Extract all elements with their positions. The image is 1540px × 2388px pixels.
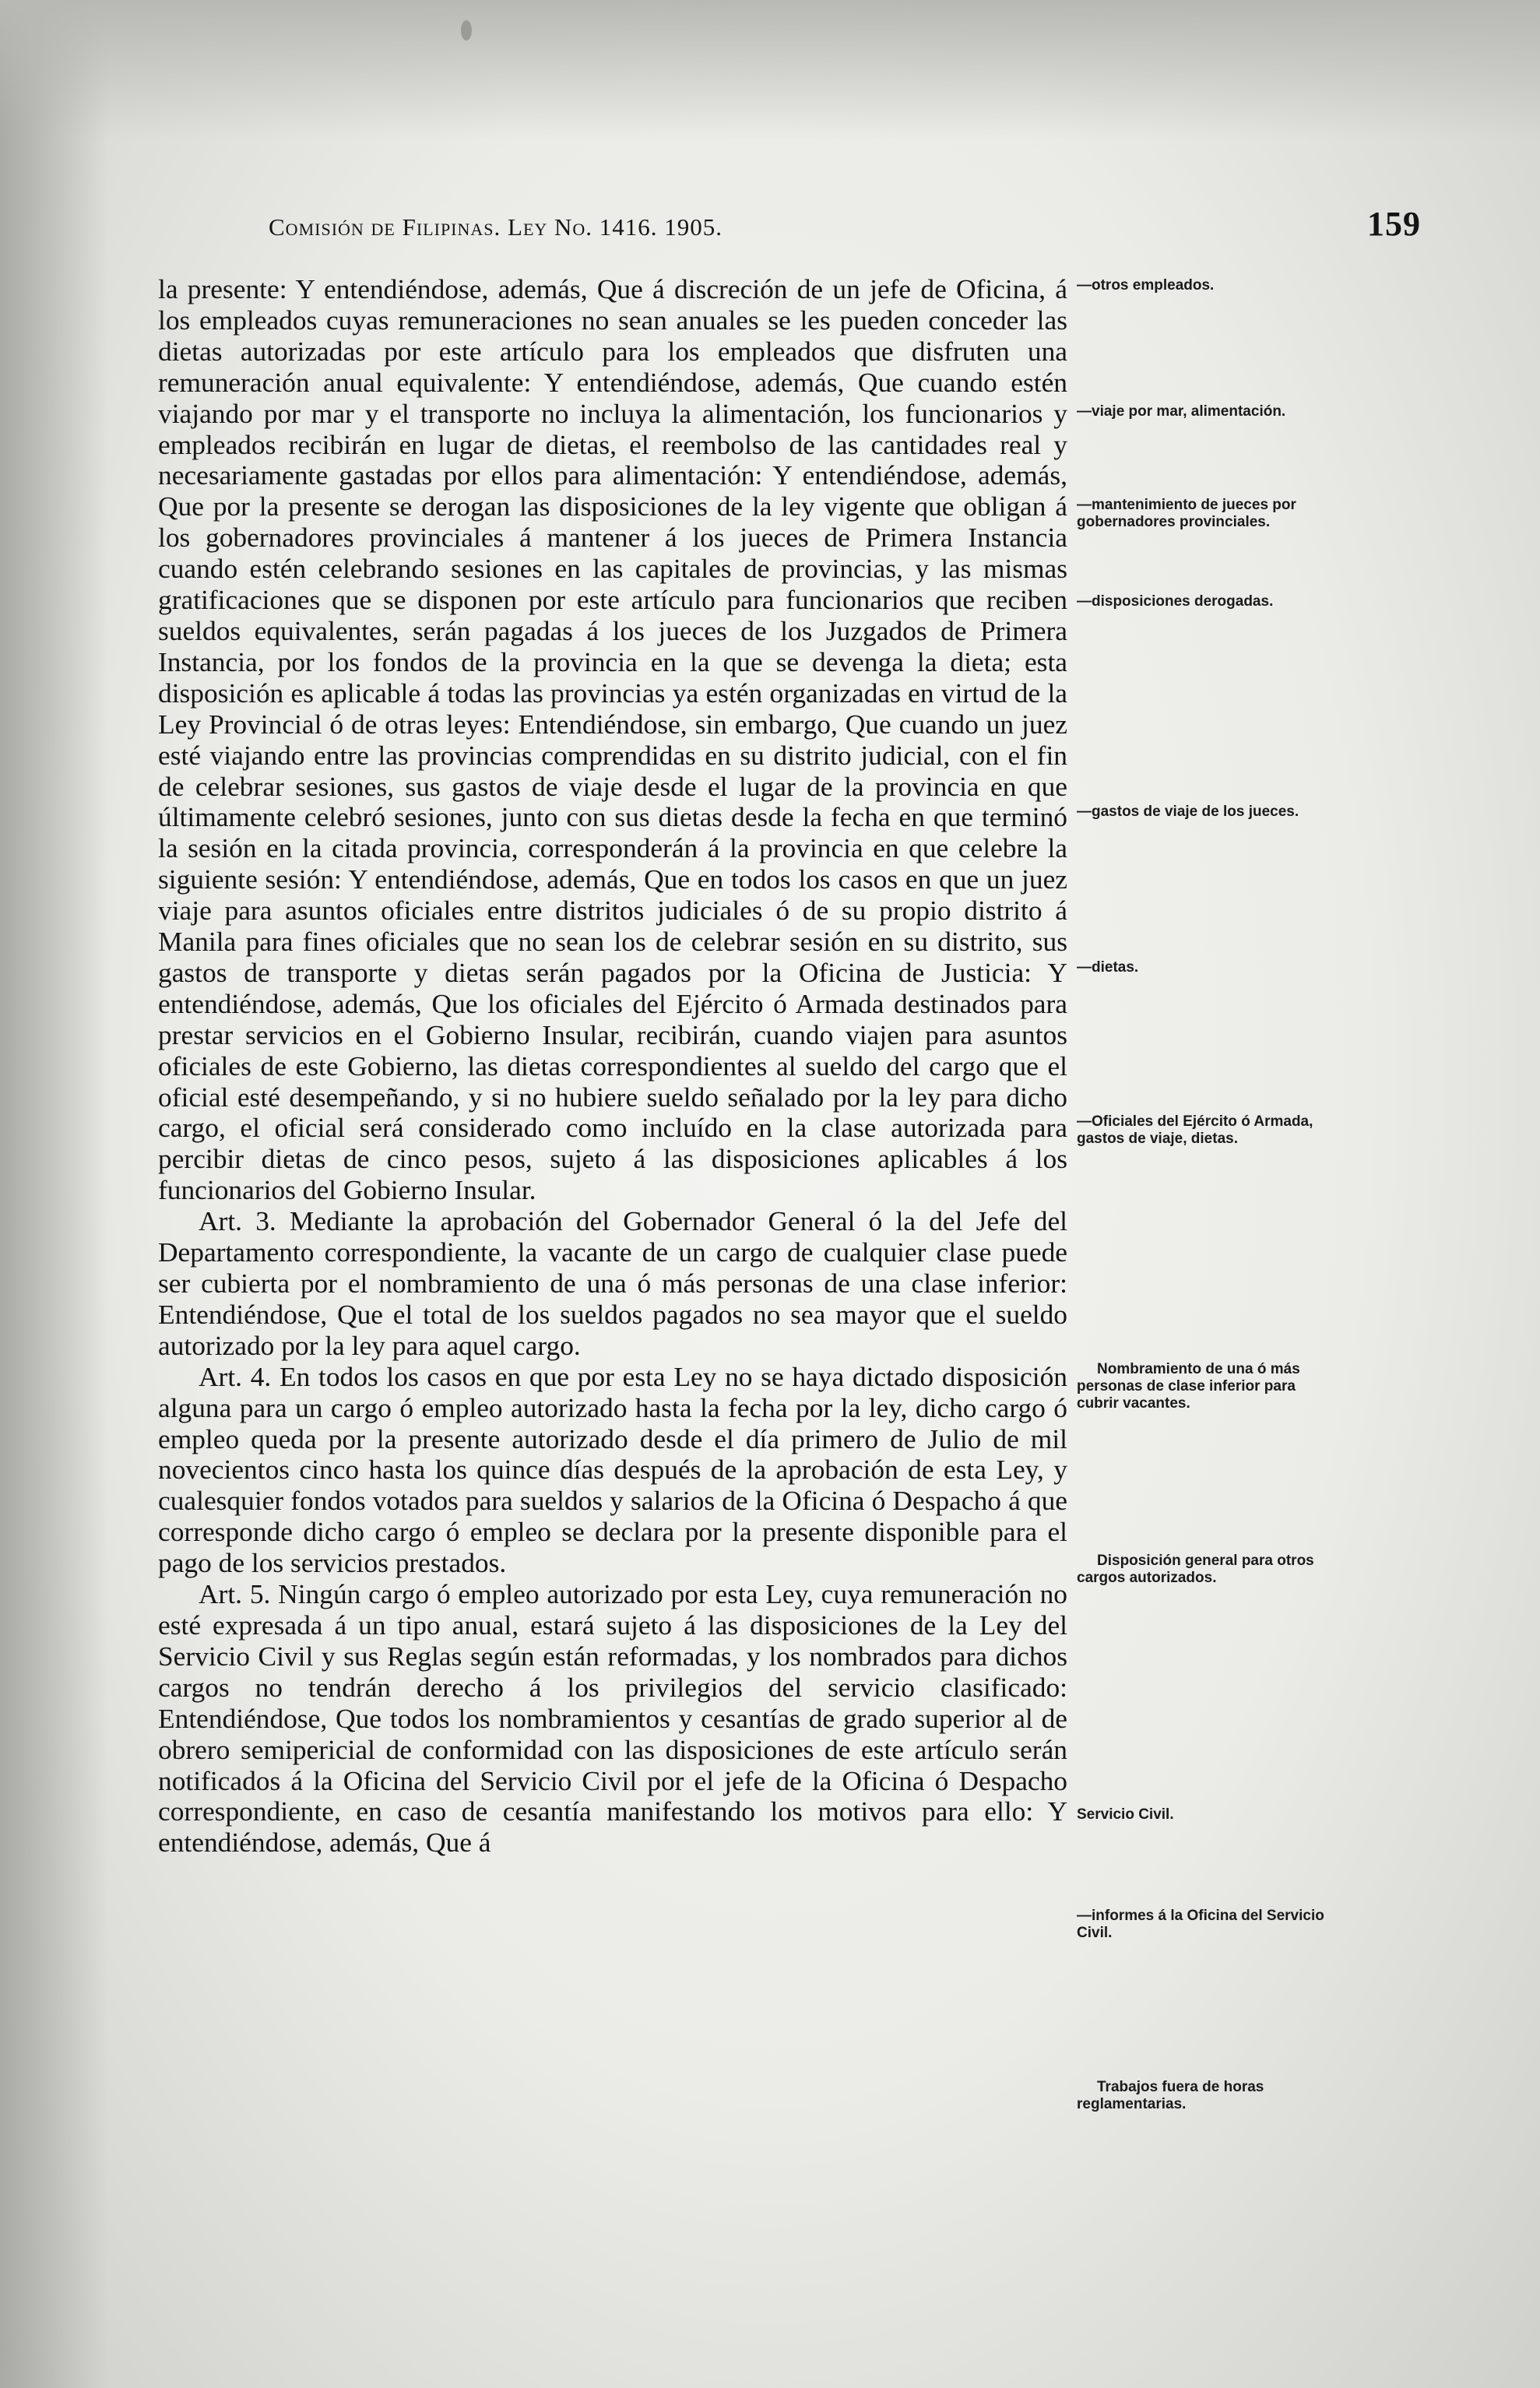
margin-note: —dietas. <box>1077 959 1139 976</box>
paragraph-art-3: Art. 3. Mediante la aprobación del Gobernador General ó la del Jefe del Departamento correspondiente, la vacante de un cargo de cualquier clase puede ser cubierta por el nombramiento de una ó más personas de una clase inferior: Entendiéndose, Que el total de los sueldos pagados no sea mayor que el sueldo autorizado por la ley para aquel cargo. <box>158 1205 1067 1361</box>
page-number: 159 <box>1367 205 1421 243</box>
margin-note: —informes á la Oficina del Servicio Civil. <box>1077 1908 1324 1941</box>
margin-note: Nombramiento de una ó más personas de clase inferior para cubrir vacantes. <box>1077 1361 1300 1412</box>
paragraph-continuation: la presente: Y entendiéndose, además, Que á discreción de un jefe de Oficina, á los empleados cuyas remuneraciones no sean anuales se les pueden conceder las dietas autorizadas por este artículo para los empleados que disfruten una remuneración anual equivalente: Y entendiéndose, además, Que cuando estén viajando por mar y el transporte no incluya la alimentación, los funcionarios y empleados recibirán en lugar de dietas, el reembolso de las cantidades real y necesariamente gastadas por ellos para alimentación: Y entendiéndose, además, Que por la presente se derogan las disposiciones de la ley vigente que obligan á los gobernadores provinciales á mantener á los jueces de Primera Instancia cuando estén celebrando sesiones en las capitales de provincias, y las mismas gratificaciones que se disponen por este artículo para funcionarios que reciben sueldos equivalentes, serán pagadas á los jueces de los Juzgados de Primera Instancia, por los fondos de la provincia en la que se devenga la dieta; esta disposición es aplicable á todas las provincias ya estén organizadas en virtud de la Ley Provincial ó de otras leyes: Entendiéndose, sin embargo, Que cuando un juez esté viajando entre las provincias comprendidas en su distrito judicial, con el fin de celebrar sesiones, sus gastos de viaje desde el lugar de la provincia en que últimamente celebró sesiones, junto con sus dietas desde la fecha en que terminó la sesión en la citada provincia, corresponderán á la provincia en que celebre la siguiente sesión: Y entendiéndose, además, Que en todos los casos en que un juez viaje para asuntos oficiales entre distritos judiciales ó de su propio distrito á Manila para fines oficiales que no sean los de celebrar sesión en su distrito, sus gastos de transporte y dietas serán pagados por la Oficina de Justicia: Y entendiéndose, además, Que los oficiales del Ejército ó Armada destinados para prestar servicios en el Gobierno Insular, recibirán, cuando viajen para asuntos oficiales de este Gobierno, las dietas correspondientes al sueldo del cargo que el oficial esté desempeñando, y si no hubiere sueldo señalado por la ley para dicho cargo, el oficial será considerado como incluído en la clase autorizada para percibir dietas de cinco pesos, sujeto á las disposiciones aplicables á los funcionarios del Gobierno Insular. <box>158 273 1067 1206</box>
margin-note: —viaje por mar, alimentación. <box>1077 403 1286 420</box>
margin-note: —gastos de viaje de los jueces. <box>1077 804 1299 820</box>
margin-note: Disposición general para otros cargos autorizados. <box>1077 1553 1314 1586</box>
ink-speck <box>461 20 472 40</box>
margin-notes <box>1077 0 1326 2388</box>
margin-note: —mantenimiento de jueces por gobernadores provinciales. <box>1077 497 1296 530</box>
paragraph-art-5: Art. 5. Ningún cargo ó empleo autorizado por esta Ley, cuya remuneración no esté expresada á un tipo anual, estará sujeto á las disposiciones de la Ley del Servicio Civil y sus Reglas según están reformadas, y los nombrados para dichos cargos no tendrán derecho á los privilegios del servicio clasificado: Entendiéndose, Que todos los nombramientos y cesantías de grado superior al de obrero semipericial de conformidad con las disposiciones de este artículo serán notificados á la Oficina del Servicio Civil por el jefe de la Oficina ó Despacho correspondiente, en caso de cesantía manifestando los motivos para ello: Y entendiéndose, además, Que á <box>158 1578 1067 1859</box>
margin-note: —otros empleados. <box>1077 277 1215 294</box>
margin-note: Servicio Civil. <box>1077 1806 1174 1823</box>
margin-note: —disposiciones derogadas. <box>1077 593 1274 610</box>
paragraph-art-4: Art. 4. En todos los casos en que por esta Ley no se haya dictado disposición alguna para un cargo ó empleo autorizado hasta la fecha por la ley, dicho cargo ó empleo queda por la presente autorizado desde el día primero de Julio de mil novecientos cinco hasta los quince días después de la aprobación de esta Ley, y cualesquier fondos votados para sueldos y salarios de la Oficina ó Despacho á que corresponde dicho cargo ó empleo se declara por la presente disponible para el pago de los servicios prestados. <box>158 1360 1067 1579</box>
body-text <box>158 274 1067 1859</box>
scan-shadow-left <box>0 0 109 2388</box>
running-head: Comisión de Filipinas. Ley No. 1416. 1905. <box>269 213 723 241</box>
margin-note: Trabajos fuera de horas reglamentarias. <box>1077 2079 1264 2112</box>
margin-note: —Oficiales del Ejército ó Armada, gastos de viaje, dietas. <box>1077 1113 1313 1147</box>
